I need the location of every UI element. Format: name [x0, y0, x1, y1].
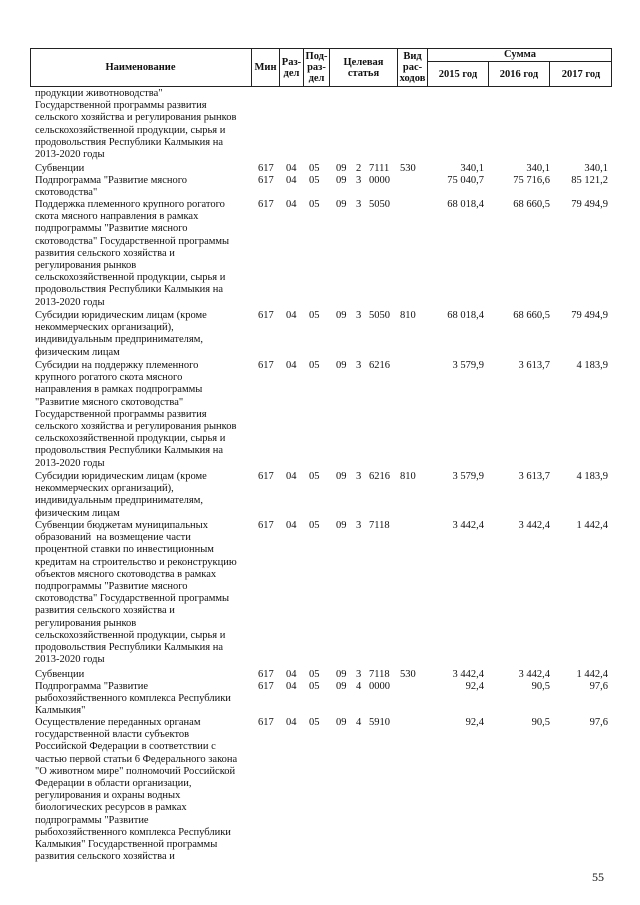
row-cs-program: 09	[336, 471, 347, 482]
row-vid-rashodov: 810	[400, 310, 416, 321]
row-cs-subprogram: 3	[356, 175, 362, 186]
table-header	[30, 48, 612, 87]
row-cs-program: 09	[336, 681, 347, 692]
row-podrazdel: 05	[309, 199, 320, 210]
row-sum-2015: 3 579,9	[452, 471, 484, 482]
row-name: Поддержка племенного крупного рогатого скота мясного направления в рамках подпрограммы "Развитие мясного скотоводства" Государственной программы развития сельского хозяйства и регулирования рынков сельскохозяйственной продукции, сырья и продовольствия Республики Калмыкия на 2013-2020 годы	[35, 199, 230, 308]
row-cs-program: 09	[336, 520, 347, 531]
row-cs-subprogram: 2	[356, 163, 362, 174]
row-sum-2016: 3 613,7	[518, 471, 550, 482]
row-sum-2015: 92,4	[465, 717, 484, 728]
row-name: Субвенции бюджетам муниципальных образований на возмещение части процентной ставки по инвестиционным кредитам на строительство и реконструкцию объектов мясного скотоводства в рамках подпрограммы "Развитие мясного скотоводства" Государственной программы развития сельского хозяйства и регулирования рынков сельскохозяйственной продукции, сырья и продовольствия Республики Калмыкия на 2013-2020 годы	[35, 520, 237, 666]
row-podrazdel: 05	[309, 717, 320, 728]
row-podrazdel: 05	[309, 520, 320, 531]
row-podrazdel: 05	[309, 175, 320, 186]
row-sum-2017: 1 442,4	[576, 520, 608, 531]
row-cs-subprogram: 4	[356, 717, 362, 728]
row-name: Субсидии юридическим лицам (кроме некоммерческих организаций), индивидуальным предпринимателям, физическим лицам	[35, 310, 207, 358]
row-podrazdel: 05	[309, 310, 320, 321]
row-name: Подпрограмма "Развитие рыбохозяйственного комплекса Республики Калмыкия"	[35, 681, 231, 717]
row-cs-code: 0000	[369, 175, 390, 186]
row-sum-2016: 68 660,5	[513, 310, 550, 321]
row-name: Подпрограмма "Развитие мясного скотоводства"	[35, 175, 188, 199]
row-razdel: 04	[286, 669, 297, 680]
row-min: 617	[258, 310, 274, 321]
row-name: продукции животноводства" Государственной программы развития сельского хозяйства и регулирования рынков сельскохозяйственной продукции, сырья и продовольствия Республики Калмыкия на 2013-2020 годы	[35, 88, 237, 161]
row-sum-2015: 68 018,4	[447, 199, 484, 210]
row-razdel: 04	[286, 199, 297, 210]
row-podrazdel: 05	[309, 669, 320, 680]
row-razdel: 04	[286, 520, 297, 531]
row-min: 617	[258, 471, 274, 482]
row-razdel: 04	[286, 681, 297, 692]
row-sum-2016: 68 660,5	[513, 199, 550, 210]
row-sum-2017: 97,6	[589, 717, 608, 728]
row-name: Субсидии на поддержку племенного крупного рогатого скота мясного направления в рамках подпрограммы "Развитие мясного скотоводства" Государственной программы развития сельского хозяйства и регулирования рынков сельскохозяйственной продукции, сырья и продовольствия Республики Калмыкия на 2013-2020 годы	[35, 360, 237, 469]
row-min: 617	[258, 520, 274, 531]
row-sum-2017: 1 442,4	[576, 669, 608, 680]
row-name: Субвенции	[35, 163, 85, 174]
row-podrazdel: 05	[309, 360, 320, 371]
row-cs-code: 5050	[369, 199, 390, 210]
row-sum-2016: 75 716,6	[513, 175, 550, 186]
row-cs-subprogram: 4	[356, 681, 362, 692]
row-cs-subprogram: 3	[356, 471, 362, 482]
row-min: 617	[258, 199, 274, 210]
row-cs-code: 7118	[369, 520, 390, 531]
row-min: 617	[258, 175, 274, 186]
row-cs-subprogram: 3	[356, 310, 362, 321]
row-min: 617	[258, 717, 274, 728]
row-sum-2016: 3 442,4	[518, 669, 550, 680]
row-sum-2016: 3 613,7	[518, 360, 550, 371]
header-podrazdel: Под- раз- дел	[304, 48, 330, 87]
row-min: 617	[258, 681, 274, 692]
row-podrazdel: 05	[309, 163, 320, 174]
row-cs-program: 09	[336, 163, 347, 174]
row-vid-rashodov: 810	[400, 471, 416, 482]
row-name: Субсидии юридическим лицам (кроме некоммерческих организаций), индивидуальным предпринимателям, физическим лицам	[35, 471, 207, 519]
row-cs-program: 09	[336, 310, 347, 321]
row-min: 617	[258, 669, 274, 680]
row-sum-2017: 79 494,9	[571, 199, 608, 210]
row-cs-code: 6216	[369, 471, 390, 482]
header-2016: 2016 год	[489, 62, 550, 87]
row-sum-2015: 92,4	[465, 681, 484, 692]
row-name: Осуществление переданных органам государственной власти субъектов Российской Федерации в соответствии с частью первой статьи 6 Федерального закона "О животном мире" полномочий Российской Федерации в области организации, регулирования и охраны водных биологических ресурсов в рамках подпрограммы "Развитие рыбохозяйственного комплекса Республики Калмыкия" Государственной программы развития сельского хозяйства и	[35, 717, 238, 863]
row-sum-2016: 340,1	[526, 163, 550, 174]
row-sum-2015: 75 040,7	[447, 175, 484, 186]
row-min: 617	[258, 360, 274, 371]
row-sum-2015: 68 018,4	[447, 310, 484, 321]
row-sum-2015: 340,1	[460, 163, 484, 174]
row-cs-program: 09	[336, 175, 347, 186]
row-cs-program: 09	[336, 669, 347, 680]
row-cs-code: 5910	[369, 717, 390, 728]
row-sum-2016: 3 442,4	[518, 520, 550, 531]
row-sum-2015: 3 442,4	[452, 520, 484, 531]
row-sum-2015: 3 579,9	[452, 360, 484, 371]
row-sum-2017: 340,1	[584, 163, 608, 174]
row-sum-2017: 4 183,9	[576, 360, 608, 371]
row-razdel: 04	[286, 360, 297, 371]
row-cs-subprogram: 3	[356, 520, 362, 531]
row-cs-program: 09	[336, 360, 347, 371]
row-cs-subprogram: 3	[356, 669, 362, 680]
header-2015: 2015 год	[428, 62, 489, 87]
row-vid-rashodov: 530	[400, 163, 416, 174]
row-razdel: 04	[286, 717, 297, 728]
row-razdel: 04	[286, 310, 297, 321]
row-cs-program: 09	[336, 199, 347, 210]
row-podrazdel: 05	[309, 681, 320, 692]
row-sum-2017: 79 494,9	[571, 310, 608, 321]
header-vid-rashodov: Вид рас- ходов	[398, 48, 428, 87]
row-sum-2017: 97,6	[589, 681, 608, 692]
row-sum-2017: 85 121,2	[571, 175, 608, 186]
row-cs-code: 5050	[369, 310, 390, 321]
header-summa: Сумма	[428, 48, 612, 62]
row-razdel: 04	[286, 471, 297, 482]
page-number: 55	[592, 870, 604, 884]
row-razdel: 04	[286, 175, 297, 186]
row-cs-subprogram: 3	[356, 360, 362, 371]
row-sum-2017: 4 183,9	[576, 471, 608, 482]
header-min: Мин	[252, 48, 280, 87]
header-2017: 2017 год	[561, 69, 601, 80]
row-sum-2015: 3 442,4	[452, 669, 484, 680]
row-vid-rashodov: 530	[400, 669, 416, 680]
header-name: Наименование	[30, 48, 252, 87]
row-cs-code: 7111	[369, 163, 390, 174]
row-podrazdel: 05	[309, 471, 320, 482]
row-name: Субвенции	[35, 669, 85, 680]
header-razdel: Раз- дел	[280, 48, 304, 87]
row-cs-subprogram: 3	[356, 199, 362, 210]
row-cs-code: 0000	[369, 681, 390, 692]
row-sum-2016: 90,5	[531, 717, 550, 728]
header-celevaya-statya: Целевая статья	[330, 48, 398, 87]
row-cs-code: 7118	[369, 669, 390, 680]
row-min: 617	[258, 163, 274, 174]
row-sum-2016: 90,5	[531, 681, 550, 692]
row-cs-code: 6216	[369, 360, 390, 371]
row-razdel: 04	[286, 163, 297, 174]
row-cs-program: 09	[336, 717, 347, 728]
